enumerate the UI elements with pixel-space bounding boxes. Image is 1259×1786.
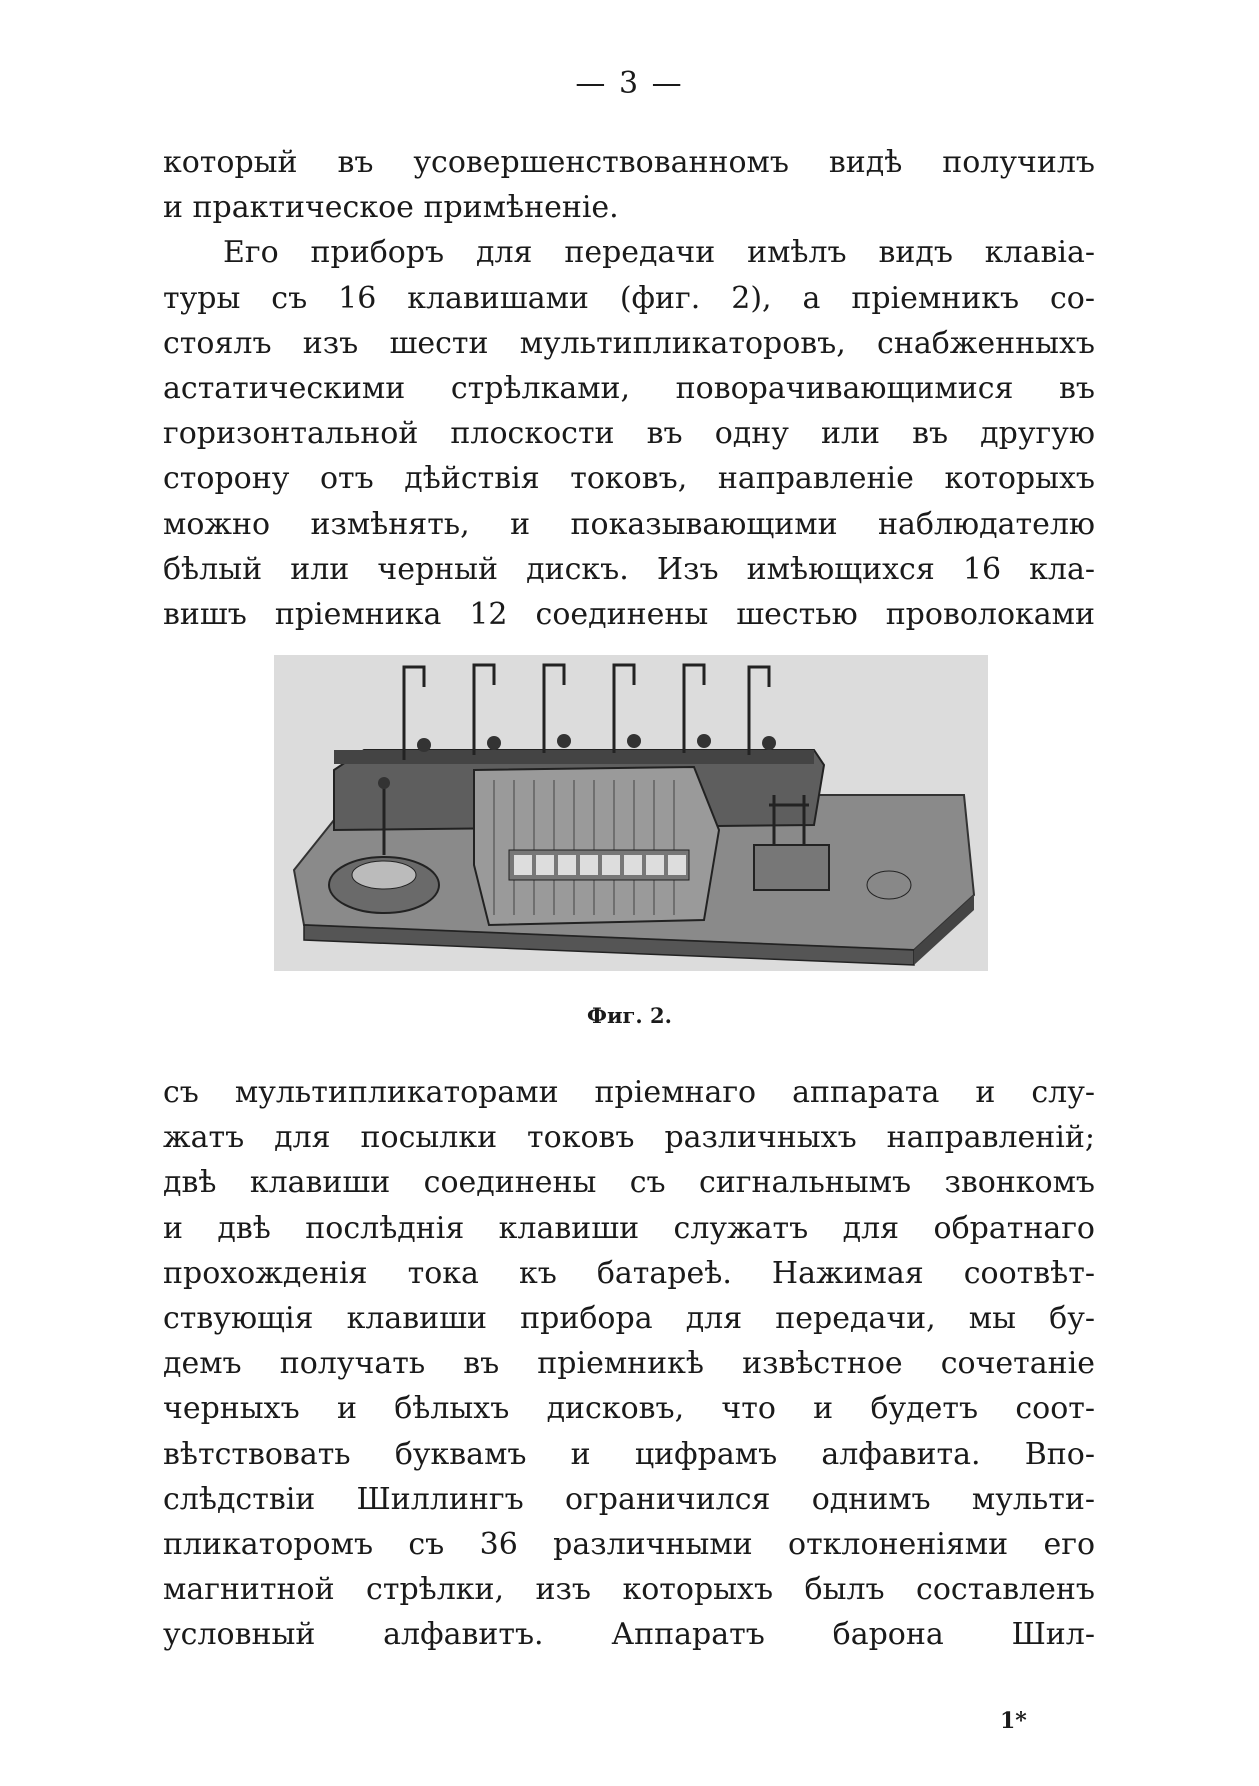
text-line: Его приборъ для передачи имѣлъ видъ клавіа-: [223, 235, 1095, 271]
text-line: вишъ пріемника 12 соединены шестью проволоками: [163, 597, 1095, 633]
text-line: пликаторомъ съ 36 различными отклоненіями его: [163, 1527, 1095, 1563]
text-line: прохожденія тока къ батареѣ. Нажимая соотвѣт-: [163, 1255, 1095, 1291]
text-line: можно измѣнять, и показывающими наблюдателю: [163, 506, 1095, 542]
text-line: бѣлый или черный дискъ. Изъ имѣющихся 16 кла-: [163, 551, 1095, 587]
text-line: условный алфавитъ. Аппаратъ барона Шил-: [163, 1617, 1095, 1653]
text-line: и двѣ послѣднія клавиши служатъ для обратнаго: [163, 1210, 1095, 1246]
text-line: стоялъ изъ шести мультипликаторовъ, снабженныхъ: [163, 325, 1095, 361]
text-line: ствующія клавиши прибора для передачи, мы бу-: [163, 1301, 1095, 1337]
page-number: — 3 —: [575, 66, 684, 101]
text-line: горизонтальной плоскости въ одну или въ другую: [163, 416, 1095, 452]
signature-mark: 1*: [1000, 1708, 1027, 1734]
text-line: туры съ 16 клавишами (фиг. 2), а пріемникъ со-: [163, 280, 1095, 316]
text-line: демъ получать въ пріемникѣ извѣстное сочетаніе: [163, 1346, 1095, 1382]
text-line: который въ усовершенствованномъ видѣ получилъ: [163, 145, 1095, 180]
figure-caption: Фиг. 2.: [587, 1003, 672, 1028]
telegraph-engraving: [274, 655, 988, 971]
paragraph-bottom: [163, 1070, 1095, 1658]
text-line: сторону отъ дѣйствія токовъ, направленіе которыхъ: [163, 461, 1095, 497]
paragraph-top: [163, 140, 1095, 637]
text-line: съ мультипликаторами пріемнаго аппарата и слу-: [163, 1075, 1095, 1110]
text-line: черныхъ и бѣлыхъ дисковъ, что и будетъ соот-: [163, 1391, 1095, 1427]
text-line: магнитной стрѣлки, изъ которыхъ былъ составленъ: [163, 1572, 1095, 1608]
text-line: жатъ для посылки токовъ различныхъ направленій;: [163, 1120, 1095, 1156]
figure-telegraph-apparatus: [274, 655, 988, 971]
text-line: астатическими стрѣлками, поворачивающимися въ: [163, 371, 1095, 407]
text-line: двѣ клавиши соединены съ сигнальнымъ звонкомъ: [163, 1165, 1095, 1201]
text-line: и практическое примѣненіе.: [163, 190, 619, 226]
text-line: вѣтствовать буквамъ и цифрамъ алфавита. Впо-: [163, 1436, 1095, 1472]
text-line: слѣдствіи Шиллингъ ограничился однимъ мульти-: [163, 1481, 1095, 1517]
